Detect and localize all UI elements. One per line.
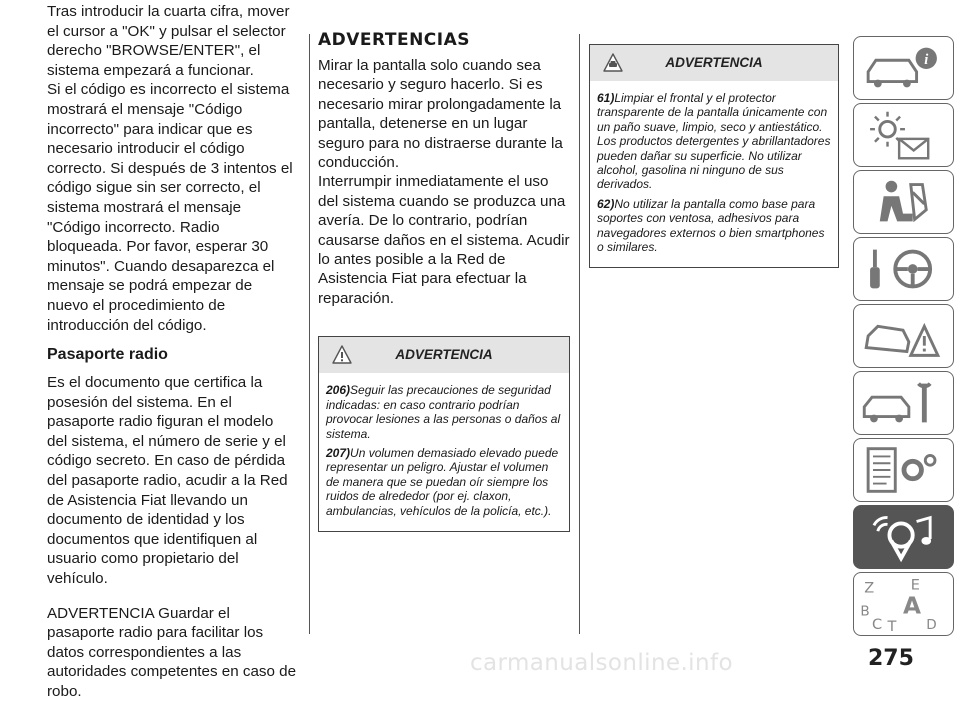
chapter-tab-index[interactable] <box>853 572 954 636</box>
warning-box-header <box>590 45 838 81</box>
index-letter: A <box>903 592 922 620</box>
warning-item-number: 207) <box>326 445 351 460</box>
chapter-tab-car-info[interactable] <box>853 36 954 100</box>
warning-item-text: No utilizar la pantalla como base para soportes con ventosa, adhesivos para navegadores externos o bien smartphones o similares. <box>597 196 825 255</box>
warning-item <box>597 91 831 192</box>
car-info-icon <box>854 37 953 99</box>
chapter-tab-technical-data[interactable] <box>853 438 954 502</box>
warning-item-number: 62) <box>597 196 615 211</box>
specs-icon <box>854 439 953 501</box>
paragraph-code-entry: Tras introducir la cuarta cifra, mover el cursor a "OK" y pulsar el selector derecho "BROWSE/ENTER", el sistema empezará a funcionar. <box>47 3 290 79</box>
warning-title: ADVERTENCIA <box>665 55 763 70</box>
paragraph-radio-passport: Es el documento que certifica la posesión del sistema. En el pasaporte radio figuran el modelo del sistema, el número de serie y el código secreto. En caso de pérdida del pasaporte radio, acudir a la Red de Asistencia Fiat llevando un documento de identidad y los documentos que identifiquen al usuario como propietario del vehículo. <box>47 374 288 588</box>
warning-item-number: 61) <box>597 91 615 105</box>
watermark-text: carmanualsonline.info <box>470 650 733 676</box>
chapter-tab-lights-messages[interactable] <box>853 103 954 167</box>
paragraph-passport-warning: ADVERTENCIA Guardar el pasaporte radio para facilitar los datos correspondientes a las autoridades competentes en caso de robo. <box>47 604 297 700</box>
column-middle <box>318 0 570 532</box>
chapter-tab-safety[interactable] <box>853 170 954 234</box>
column-divider <box>309 34 310 634</box>
warning-item <box>597 197 831 255</box>
emergency-icon <box>854 305 953 367</box>
index-letter: B <box>860 603 870 620</box>
index-letter: D <box>926 617 937 634</box>
index-icon <box>854 573 953 635</box>
chapter-tab-maintenance[interactable] <box>853 371 954 435</box>
warning-box-header <box>319 337 569 373</box>
chapter-tab-multimedia[interactable] <box>853 505 954 569</box>
index-letter: C <box>872 617 883 634</box>
column-left <box>47 0 297 702</box>
index-letter: Z <box>864 580 875 597</box>
warning-box <box>589 44 839 268</box>
chapter-tab-starting-driving[interactable] <box>853 237 954 301</box>
warning-title: ADVERTENCIA <box>395 347 493 363</box>
warning-triangle-icon <box>332 345 352 365</box>
paragraph-malfunction: Interrumpir inmediatamente el uso del sistema cuando se produzca una avería. De lo contrario, podrían causarse daños en el sistema. Acudir lo antes posible a la Red de Asistencia Fiat para efectuar la reparación. <box>318 173 570 307</box>
page-number: 275 <box>868 646 914 671</box>
car-warning-icon <box>603 53 623 73</box>
section-heading-warnings: ADVERTENCIAS <box>318 30 471 50</box>
column-divider <box>579 34 580 634</box>
warning-item-text: Seguir las precauciones de seguridad indicadas: en caso contrario podrían provocar lesiones a las personas o daños al sistema. <box>326 383 561 441</box>
warning-item-text: Un volumen demasiado elevado puede representar un peligro. Ajustar el volumen de manera que se puedan oír siempre los ruidos de alrededor (por ej. claxon, ambulancias, vehículos de la policía, etc.). <box>326 445 559 518</box>
lights-message-icon <box>854 104 953 166</box>
section-heading-radio-passport: Pasaporte radio <box>47 346 168 364</box>
index-letter: E <box>910 577 920 594</box>
warning-item <box>326 446 562 518</box>
warning-item-number: 206) <box>326 383 351 398</box>
warning-box <box>318 336 570 532</box>
svg-text:i: i <box>924 52 929 69</box>
column-right <box>589 0 839 268</box>
chapter-tab-emergency[interactable] <box>853 304 954 368</box>
multimedia-icon <box>854 506 953 568</box>
key-steering-icon <box>854 238 953 300</box>
warning-item <box>326 383 562 441</box>
maintenance-icon <box>854 372 953 434</box>
seat-safety-icon <box>854 171 953 233</box>
watermark <box>0 644 960 678</box>
paragraph-screen-safety: Mirar la pantalla solo cuando sea necesario y seguro hacerlo. Si es necesario mirar prolongadamente la pantalla, detenerse en un lugar seguro para no distraerse durante la conducción. <box>318 57 563 172</box>
warning-item-text: Limpiar el frontal y el protector transparente de la pantalla únicamente con un paño suave, limpio, seco y antiestático. Los productos detergentes y abrillantadores pueden dañar su superficie. No utilizar alcohol, gasolina ni ninguno de sus derivados. <box>597 91 831 192</box>
index-letter: T <box>887 619 897 635</box>
paragraph-code-incorrect: Si el código es incorrecto el sistema mostrará el mensaje "Código incorrecto" para indicar que es necesario introducir el código correcto. Si después de 3 intentos el código sigue sin ser correcto, el sistema mostrará el mensaje "Código incorrecto. Radio bloqueada. Por favor, esperar 30 minutos". Cuando desaparezca el mensaje se podrá empezar de nuevo el procedimiento de introducción del código. <box>47 81 293 334</box>
